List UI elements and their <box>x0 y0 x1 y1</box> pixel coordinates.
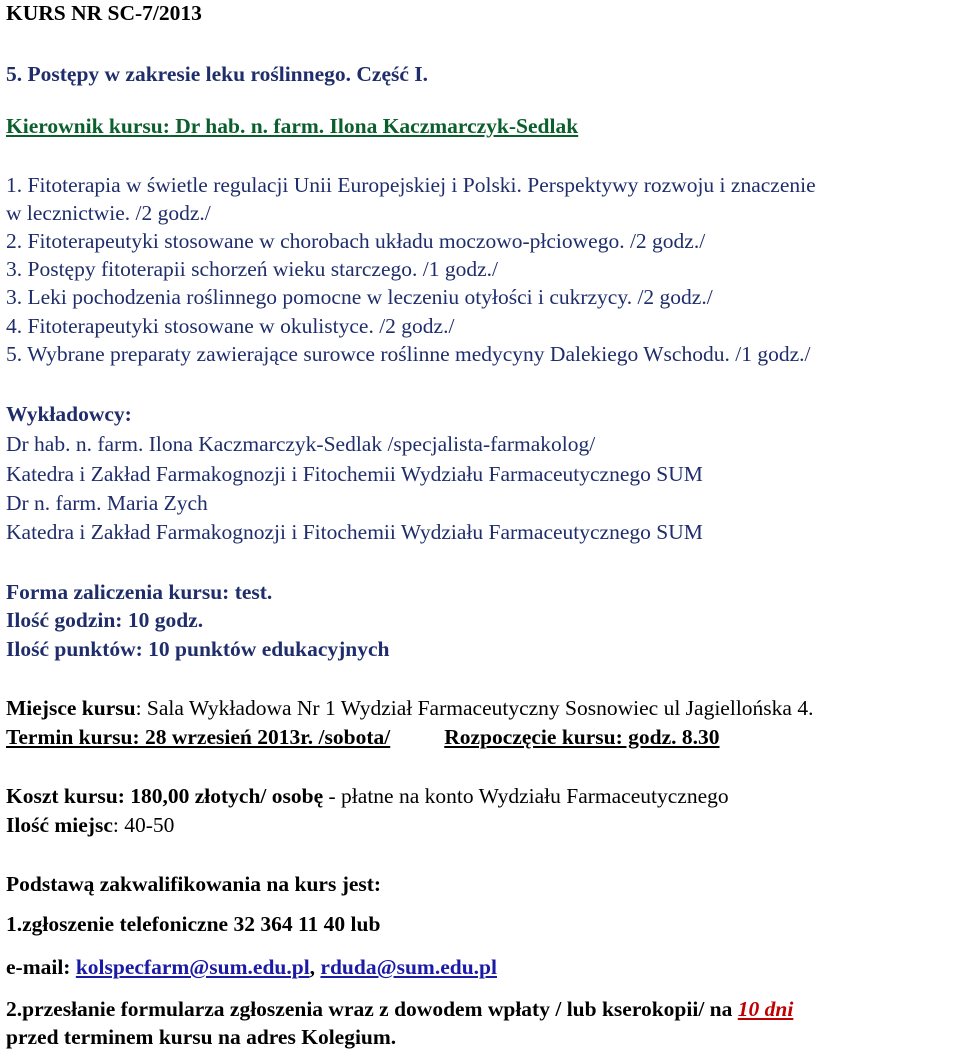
topic-line: 5. Wybrane preparaty zawierające surowce roślinne medycyny Dalekiego Wschodu. /1 godz./ <box>6 342 811 366</box>
topic-line: 3. Leki pochodzenia roślinnego pomocne w leczeniu otyłości i cukrzycy. /2 godz./ <box>6 285 713 309</box>
phone-registration: 1.zgłoszenie telefoniczne 32 364 11 40 lub <box>6 912 381 936</box>
lecturer-line: Dr hab. n. farm. Ilona Kaczmarczyk-Sedlak /specjalista-farmakolog/ <box>6 432 596 456</box>
form-submission <box>6 996 793 1022</box>
topic-line: 4. Fitoterapeutyki stosowane w okulistyce. /2 godz./ <box>6 314 455 338</box>
place-value: : Sala Wykładowa Nr 1 Wydział Farmaceutyczny Sosnowiec ul Jagiellońska 4. <box>135 696 814 720</box>
course-manager <box>6 113 578 139</box>
email-link-kolspecfarm[interactable]: kolspecfarm@sum.edu.pl <box>75 955 310 979</box>
email-separator: , <box>309 955 321 979</box>
manager-name: Dr hab. n. farm. Ilona Kaczmarczyk-Sedlak <box>169 114 579 138</box>
assessment-form: Forma zaliczenia kursu: test. <box>6 580 273 604</box>
term-date: Termin kursu: 28 wrzesień 2013r. /sobota/ <box>6 725 391 749</box>
course-term <box>6 724 720 750</box>
form-submission-text: 2.przesłanie formularza zgłoszenia wraz z dowodem wpłaty / lub kserokopii/ na <box>6 997 738 1021</box>
form-submission-address: przed terminem kursu na adres Kolegium. <box>6 1025 397 1049</box>
cost-note: - płatne na konto Wydziału Farmaceutycznego <box>323 784 729 808</box>
course-title: 5. Postępy w zakresie leku roślinnego. Część I. <box>6 62 429 86</box>
topic-line: 2. Fitoterapeutyki stosowane w chorobach układu moczowo-płciowego. /2 godz./ <box>6 229 706 253</box>
lecturer-line: Katedra i Zakład Farmakognozji i Fitochemii Wydziału Farmaceutycznego SUM <box>6 462 703 486</box>
seats-label: Ilość miejsc <box>6 813 113 837</box>
deadline-days: 10 dni <box>737 997 794 1021</box>
cost-label: Koszt kursu <box>6 784 118 808</box>
topic-line: 1. Fitoterapia w świetle regulacji Unii Europejskiej i Polski. Perspektywy rozwoju i znaczenie <box>6 173 816 197</box>
hours-count: Ilość godzin: 10 godz. <box>6 608 204 632</box>
course-place <box>6 695 813 721</box>
topic-line: w lecznictwie. /2 godz./ <box>6 201 211 225</box>
email-registration <box>6 954 497 980</box>
qualification-heading: Podstawą zakwalifikowania na kurs jest: <box>6 872 382 896</box>
seats-count <box>6 812 174 838</box>
course-cost <box>6 783 729 809</box>
topic-line: 3. Postępy fitoterapii schorzeń wieku starczego. /1 godz./ <box>6 257 498 281</box>
seats-value: : 40-50 <box>112 813 175 837</box>
place-label: Miejsce kursu <box>6 696 136 720</box>
email-link-rduda[interactable]: rduda@sum.edu.pl <box>320 955 497 979</box>
manager-label: Kierownik kursu: <box>6 114 170 138</box>
points-count: Ilość punktów: 10 punktów edukacyjnych <box>6 637 390 661</box>
lecturer-line: Katedra i Zakład Farmakognozji i Fitochemii Wydziału Farmaceutycznego SUM <box>6 520 703 544</box>
lecturer-line: Dr n. farm. Maria Zych <box>6 491 208 515</box>
course-number: KURS NR SC-7/2013 <box>6 1 202 25</box>
email-label: e-mail: <box>6 955 76 979</box>
cost-value: : 180,00 złotych/ osobę <box>117 784 324 808</box>
start-time: Rozpoczęcie kursu: godz. 8.30 <box>444 725 720 749</box>
lecturers-heading: Wykładowcy: <box>6 402 132 426</box>
